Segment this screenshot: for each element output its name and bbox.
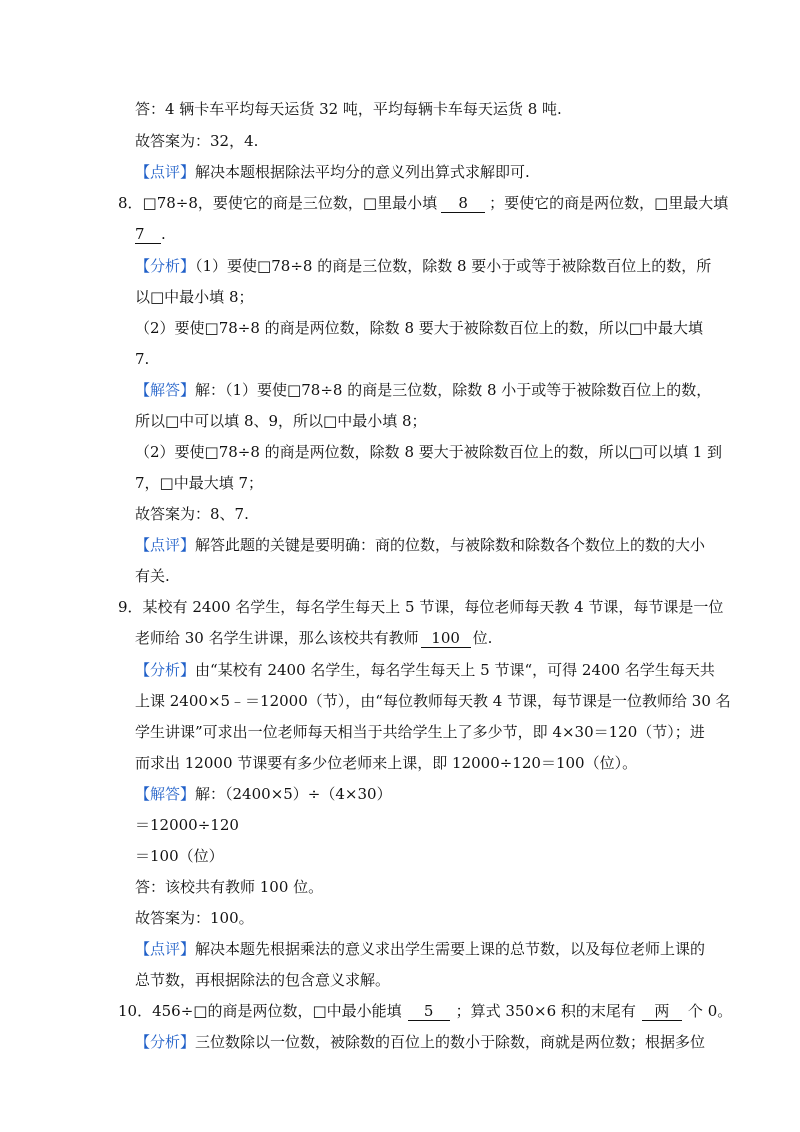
q8-analysis-1-text: （1）要使□78÷8 的商是三位数，除数 8 要小于或等于被除数百位上的数，所 bbox=[195, 257, 712, 275]
analysis-tag: 【分析】 bbox=[135, 1033, 196, 1051]
q9-stem-1-text: 某校有 2400 名学生，每名学生每天上 5 节课，每位老师每天教 4 节课，每节课是一位 bbox=[142, 598, 724, 616]
q10-analysis-1-text: 三位数除以一位数，被除数的百位上的数小于除数，商就是两位数；根据多位 bbox=[195, 1033, 706, 1051]
q9-stem-2 bbox=[135, 628, 492, 648]
q8-blank-1: 8 bbox=[441, 195, 485, 213]
q9-stem-1 bbox=[118, 597, 723, 617]
q8-answer-2: 所以□中可以填 8、9，所以□中最小填 8； bbox=[135, 412, 427, 430]
review-tag: 【点评】 bbox=[135, 163, 196, 181]
q8-stem-period: . bbox=[161, 225, 166, 243]
q8-analysis-1 bbox=[135, 256, 711, 276]
q10-stem-a: 456÷□的商是两位数，□中最小能填 bbox=[152, 1002, 402, 1020]
q8-stem bbox=[118, 193, 728, 213]
q10-analysis-1 bbox=[135, 1032, 705, 1052]
q9-answer-1-text: 解：（2400×5）÷（4×30） bbox=[195, 785, 392, 803]
q8-answer-3: （2）要使□78÷8 的商是两位数，除数 8 要大于被除数百位上的数，所以□可以填 1 到 bbox=[135, 443, 723, 461]
q9-answer-4: 答：该校共有教师 100 位。 bbox=[135, 878, 324, 896]
q8-blank-2: 7 bbox=[135, 226, 161, 244]
q9-review-2: 总节数，再根据除法的包含意义求解。 bbox=[135, 971, 391, 989]
q7-result: 故答案为：32，4. bbox=[135, 132, 259, 150]
analysis-tag: 【分析】 bbox=[135, 661, 196, 679]
q9-number: 9． bbox=[118, 598, 143, 616]
q8-answer-1 bbox=[135, 380, 711, 400]
q7-review-text: 解决本题根据除法平均分的意义列出算式求解即可. bbox=[195, 163, 530, 181]
q9-answer-1 bbox=[135, 784, 392, 804]
q10-blank-2: 两 bbox=[642, 1003, 682, 1021]
analysis-tag: 【分析】 bbox=[135, 257, 196, 275]
q8-number: 8． bbox=[118, 194, 143, 212]
q10-number: 10． bbox=[118, 1002, 153, 1020]
q8-analysis-4: 7. bbox=[135, 350, 150, 368]
q8-analysis-2: 以□中最小填 8； bbox=[135, 288, 254, 306]
q9-result: 故答案为：100。 bbox=[135, 909, 254, 927]
review-tag: 【点评】 bbox=[135, 536, 196, 554]
q9-analysis-2: 上课 2400×5﹣＝12000（节），由“每位教师每天教 4 节课，每节课是一位教师给 30 名 bbox=[135, 692, 731, 710]
q7-review bbox=[135, 162, 530, 182]
q8-review-1-text: 解答此题的关键是要明确：商的位数，与被除数和除数各个数位上的数的大小 bbox=[195, 536, 706, 554]
review-tag: 【点评】 bbox=[135, 940, 196, 958]
q9-analysis-1 bbox=[135, 660, 715, 680]
q9-stem-2b: 位. bbox=[472, 629, 493, 647]
q9-answer-3: ＝100（位） bbox=[135, 847, 224, 865]
q10-stem-b: ；算式 350×6 积的末尾有 bbox=[455, 1002, 636, 1020]
q9-analysis-3: 学生讲课”可求出一位老师每天相当于共给学生上了多少节，即 4×30＝120（节）；进 bbox=[135, 723, 705, 741]
q10-stem-c: 个 0。 bbox=[687, 1002, 733, 1020]
q9-review-1-text: 解决本题先根据乘法的意义求出学生需要上课的总节数，以及每位老师上课的 bbox=[195, 940, 706, 958]
q8-answer-4: 7，□中最大填 7； bbox=[135, 474, 264, 492]
q9-blank: 100 bbox=[421, 630, 471, 648]
q8-review-1 bbox=[135, 535, 705, 555]
q8-review-2: 有关. bbox=[135, 567, 170, 585]
q7-answer-line: 答：4 辆卡车平均每天运货 32 吨，平均每辆卡车每天运货 8 吨. bbox=[135, 100, 562, 118]
q8-result: 故答案为：8、7. bbox=[135, 505, 249, 523]
q8-analysis-3: （2）要使□78÷8 的商是两位数，除数 8 要大于被除数百位上的数，所以□中最大填 bbox=[135, 319, 703, 337]
q8-stem-b: ；要使它的商是两位数，□里最大填 bbox=[489, 194, 729, 212]
answer-tag: 【解答】 bbox=[135, 785, 196, 803]
answer-tag: 【解答】 bbox=[135, 381, 196, 399]
q9-analysis-4: 而求出 12000 节课要有多少位老师来上课，即 12000÷120＝100（位）。 bbox=[135, 754, 638, 772]
q9-answer-2: ＝12000÷120 bbox=[135, 816, 239, 834]
q8-stem-end bbox=[135, 224, 166, 244]
q9-stem-2a: 老师给 30 名学生讲课，那么该校共有教师 bbox=[135, 629, 419, 647]
q9-review-1 bbox=[135, 939, 705, 959]
q10-blank-1: 5 bbox=[408, 1003, 450, 1021]
q8-answer-1-text: 解：（1）要使□78÷8 的商是三位数，除数 8 小于或等于被除数百位上的数， bbox=[195, 381, 712, 399]
q10-stem bbox=[118, 1001, 732, 1021]
q8-stem-a: □78÷8，要使它的商是三位数，□里最小填 bbox=[142, 194, 438, 212]
q9-analysis-1-text: 由“某校有 2400 名学生，每名学生每天上 5 节课“，可得 2400 名学生每天共 bbox=[195, 661, 715, 679]
